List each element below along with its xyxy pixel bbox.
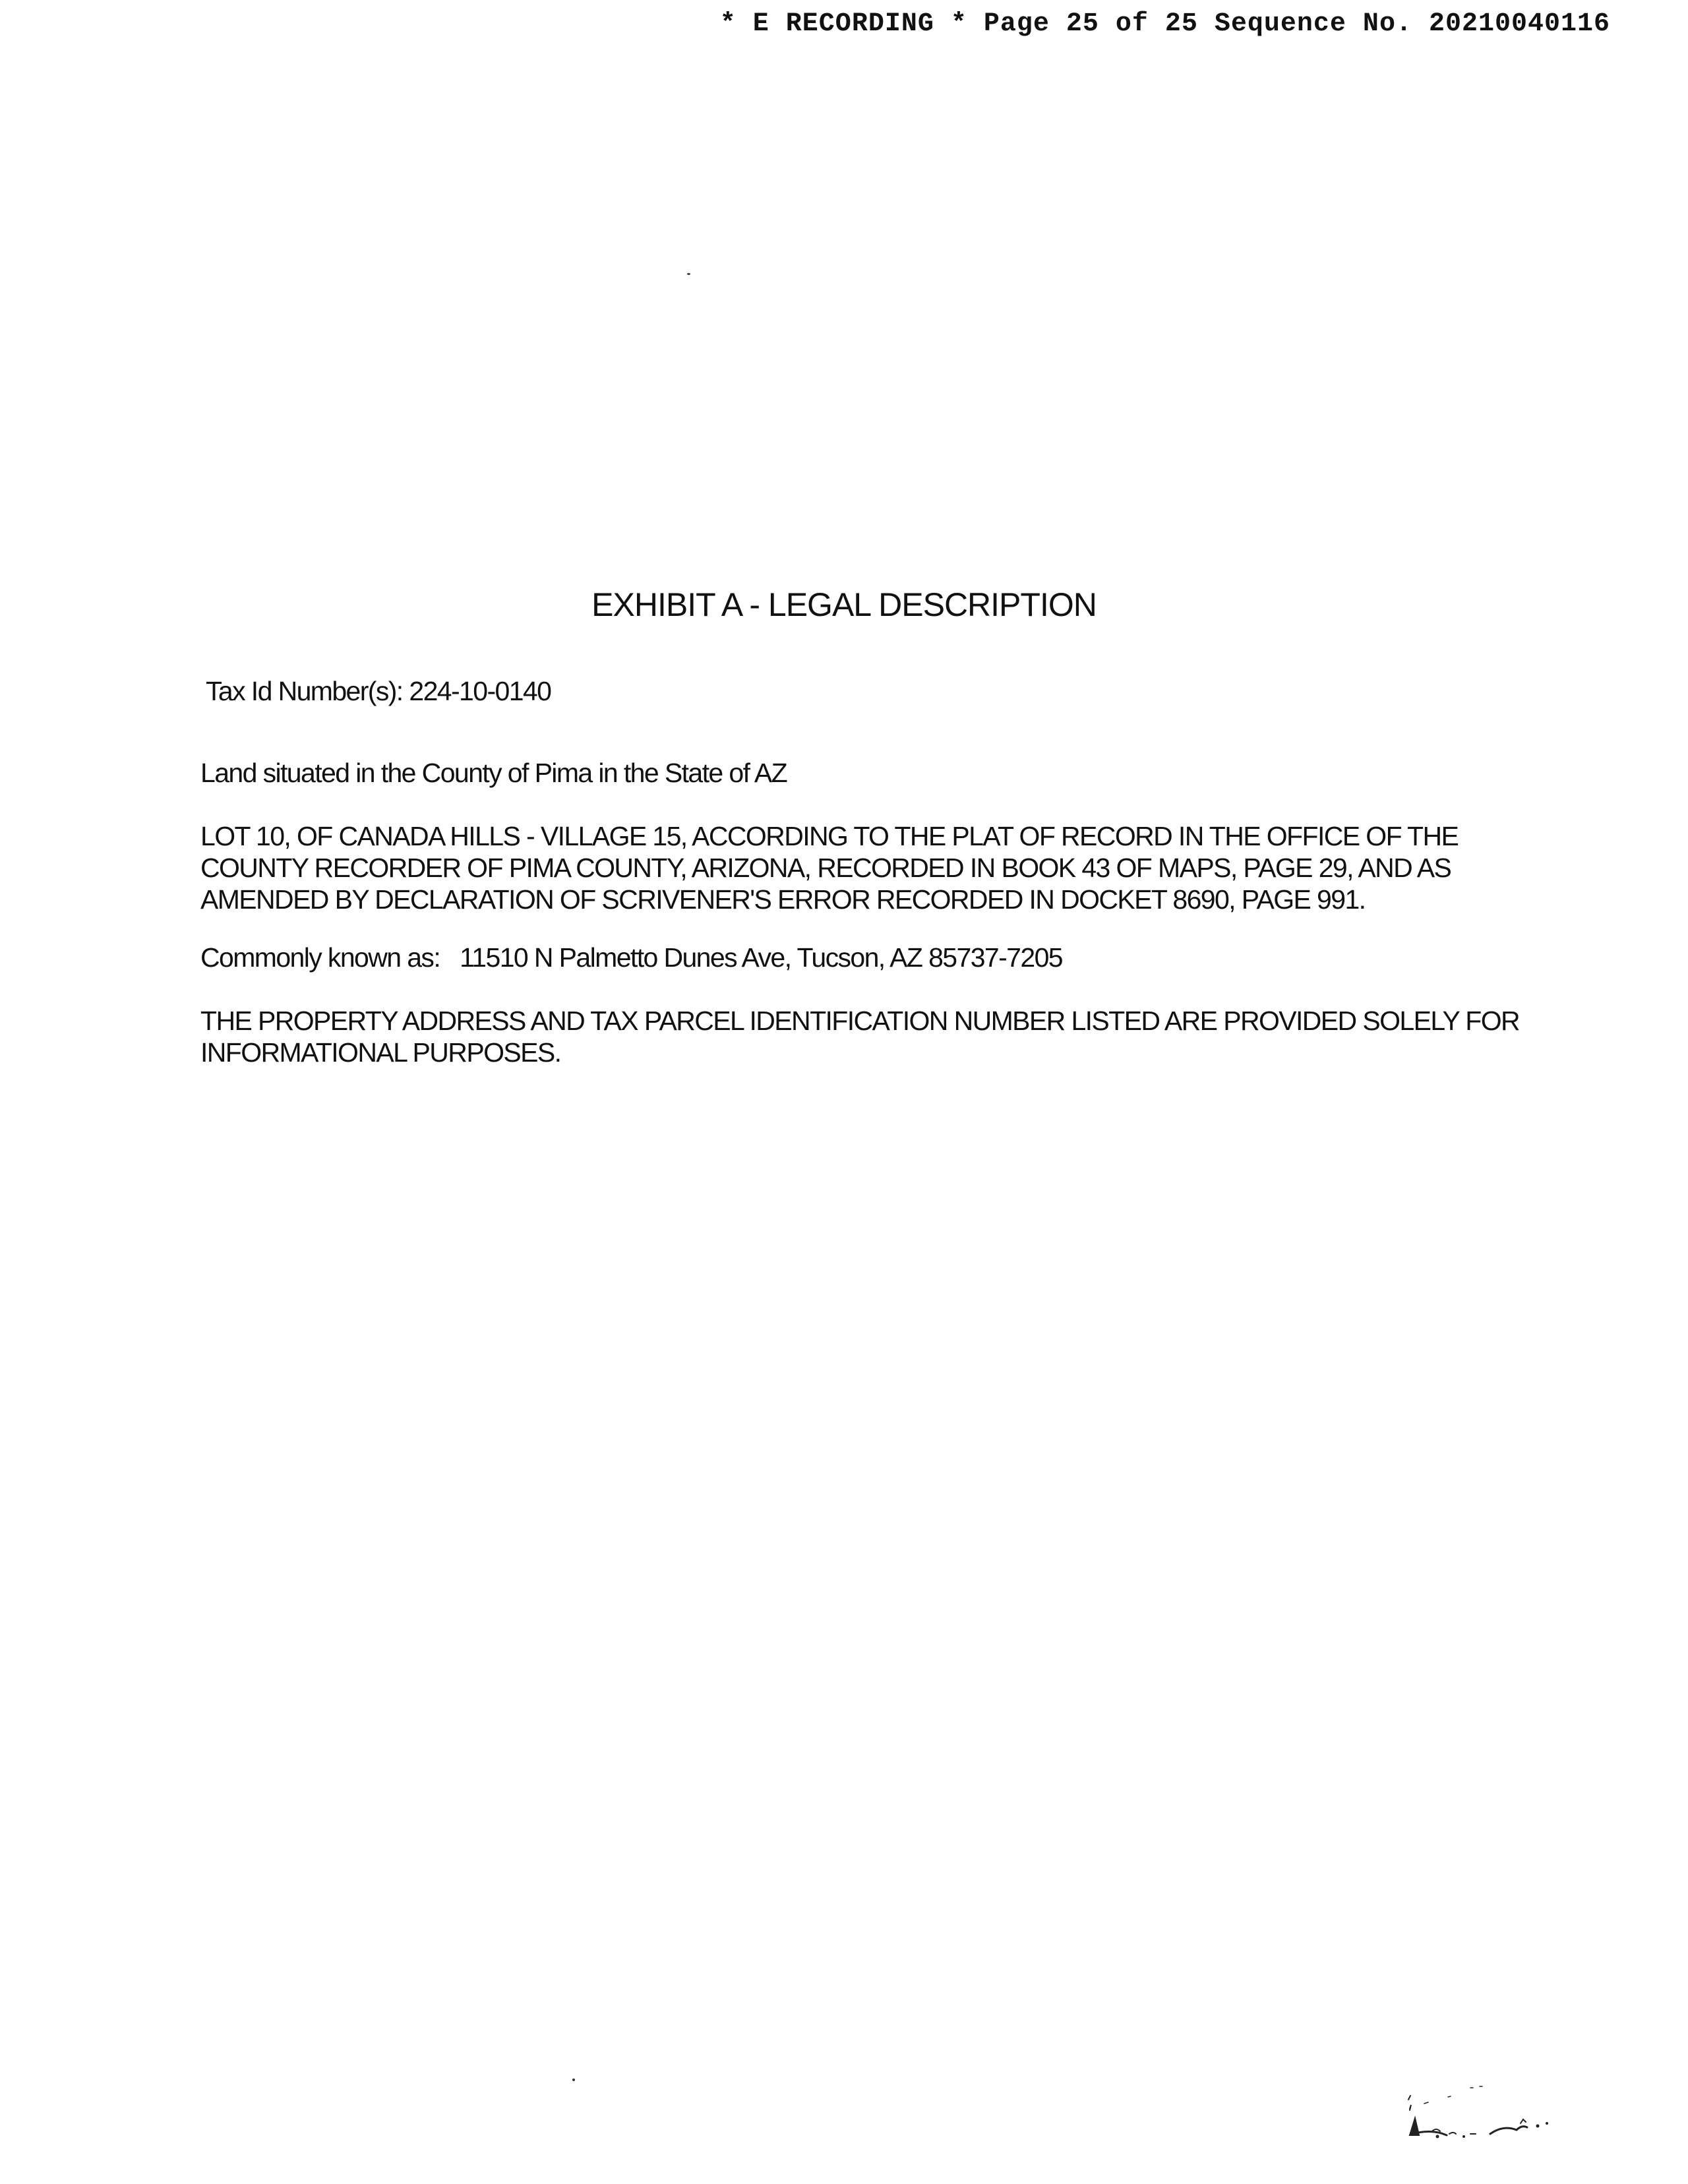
commonly-known-as — [200, 942, 1453, 973]
tax-id-number: Tax Id Number(s): 224-10-0140 — [206, 676, 551, 706]
scan-speck — [687, 273, 690, 275]
lot-description-line: AMENDED BY DECLARATION OF SCRIVENER'S ERROR RECORDED IN DOCKET 8690, PAGE 991. — [200, 884, 1366, 915]
land-situated-text: Land situated in the County of Pima in the State of AZ — [200, 758, 787, 788]
exhibit-title: EXHIBIT A - LEGAL DESCRIPTION — [591, 586, 1097, 623]
lot-legal-description — [200, 820, 1459, 915]
disclaimer-line: THE PROPERTY ADDRESS AND TAX PARCEL IDENTIFICATION NUMBER LISTED ARE PROVIDED SOLELY FOR — [200, 1006, 1520, 1036]
lot-description-line: COUNTY RECORDER OF PIMA COUNTY, ARIZONA, RECORDED IN BOOK 43 OF MAPS, PAGE 29, AND AS — [200, 853, 1451, 883]
scanned-initials-mark — [1398, 2071, 1582, 2150]
commonly-known-label: Commonly known as: — [200, 942, 440, 973]
disclaimer-line: INFORMATIONAL PURPOSES. — [200, 1037, 561, 1068]
recording-header: * E RECORDING * Page 25 of 25 Sequence No. 20210040116 — [719, 9, 1610, 39]
property-address: 11510 N Palmetto Dunes Ave, Tucson, AZ 85737-7205 — [460, 942, 1062, 973]
disclaimer — [200, 1005, 1520, 1068]
lot-description-line: LOT 10, OF CANADA HILLS - VILLAGE 15, ACCORDING TO THE PLAT OF RECORD IN THE OFFICE OF THE — [200, 821, 1459, 851]
scan-speck — [572, 2078, 575, 2081]
